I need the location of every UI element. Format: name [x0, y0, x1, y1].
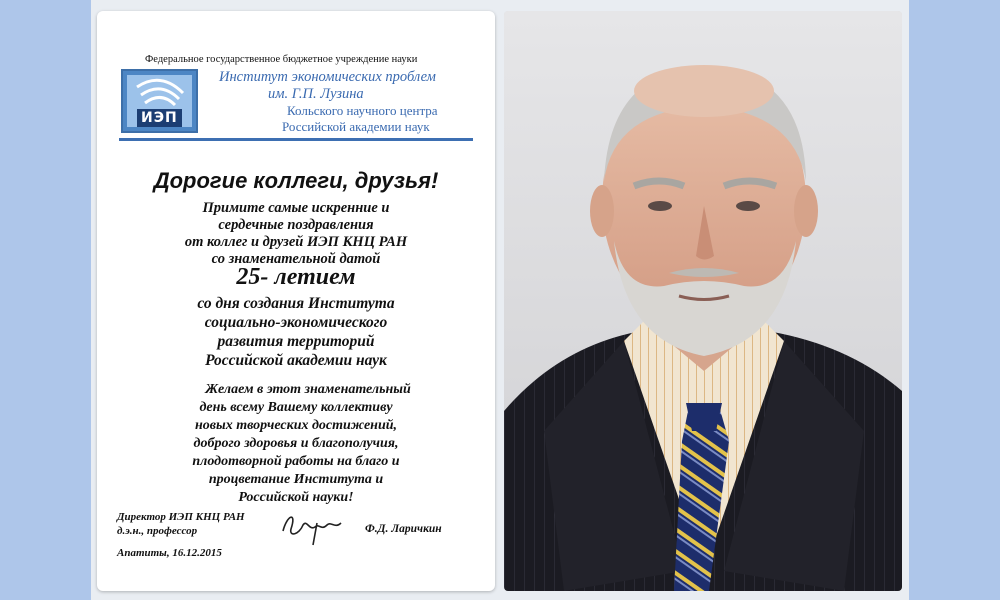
body-line: со дня создания Института — [197, 295, 395, 312]
wish-line: новых творческих достижений, — [194, 418, 398, 433]
body-line: Российской академии наук — [205, 352, 387, 369]
place-date: Апатиты, 16.12.2015 — [117, 547, 222, 559]
institute-logo-icon — [121, 69, 198, 133]
wish-line: Российской науки! — [238, 490, 354, 505]
center-name: Кольского научного центра — [287, 103, 438, 118]
handwritten-signature — [277, 501, 357, 551]
signer-degree: д.э.н., профессор — [117, 525, 198, 537]
congratulation-letter — [97, 11, 495, 591]
intro-line: сердечные поздравления — [218, 217, 374, 233]
org-header: Федеральное государственное бюджетное учреждение науки — [145, 54, 418, 65]
wish-line: день всему Вашему коллективу — [199, 400, 393, 415]
academy-name: Российской академии наук — [282, 119, 430, 134]
signer-name: Ф.Д. Ларичкин — [365, 523, 442, 535]
intro-line: со знаменательной датой — [211, 251, 381, 267]
signer-title: Директор ИЭП КНЦ РАН — [117, 511, 245, 523]
intro-line: Примите самые искренние и — [202, 200, 390, 216]
body-line: развития территорий — [217, 333, 375, 350]
logo-text: ИЭП — [137, 109, 182, 127]
body-line: социально-экономического — [204, 314, 388, 331]
institute-name-suffix: им. Г.П. Лузина — [268, 86, 364, 102]
greeting-heading: Дорогие коллеги, друзья! — [153, 168, 439, 193]
wish-line: плодотворной работы на благо и — [192, 454, 400, 469]
wish-line: процветание Института и — [208, 472, 384, 487]
anniversary-heading: 25- летием — [236, 264, 356, 290]
wish-line: Желаем в этот знаменательный — [205, 382, 411, 397]
wish-line: доброго здоровья и благополучия, — [193, 436, 399, 451]
institute-name: Институт экономических проблем — [219, 69, 436, 85]
portrait-photo — [504, 11, 902, 591]
header-divider — [119, 138, 473, 141]
intro-line: от коллег и друзей ИЭП КНЦ РАН — [184, 234, 408, 250]
